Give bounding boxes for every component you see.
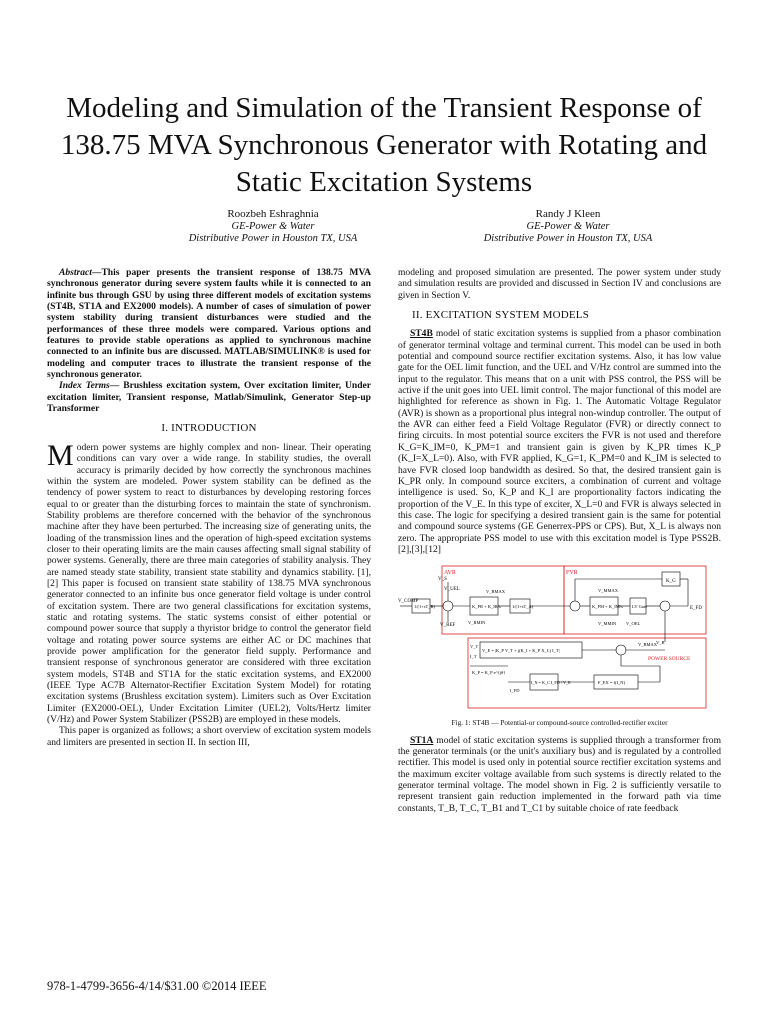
st4b-label: ST4B <box>410 328 433 340</box>
ve-equation: V_E = |K_P V_T + j(K_I + K_P X_L) I_T| <box>482 648 560 654</box>
multiplier-1 <box>660 601 670 611</box>
author-block <box>0 208 768 248</box>
voel-label: V_OEL <box>626 621 641 627</box>
section-heading-excitation: II. EXCITATION SYSTEM MODELS <box>412 309 590 322</box>
author-name: Roozbeh Eshraghnia <box>227 208 319 220</box>
index-terms-label: Index Terms <box>59 380 110 392</box>
vmmin-label: V_MMIN <box>598 621 617 627</box>
drop-cap: M <box>47 438 74 472</box>
it-label: I_T <box>470 654 477 660</box>
abstract <box>47 267 371 380</box>
vcomp-label: V_COMP <box>398 599 419 605</box>
in-equation: I_N = K_C I_FD / V_E <box>531 680 571 686</box>
kg-label: K_G <box>666 579 676 585</box>
vs-label: V_S <box>438 577 447 583</box>
index-terms-text: — Brushless excitation system, Over excitation limiter, Under excitation limiter, Transient response, Matlab/Simulink, Generator Step-up Transformer <box>47 380 372 415</box>
lv-gate-label: LV Gate <box>632 604 648 610</box>
ta-label: 1/(1+sT_A) <box>512 604 534 610</box>
efd-label: E_FD <box>690 606 702 612</box>
author-org: GE-Power & Water <box>231 220 315 232</box>
st4b-block-diagram <box>398 562 721 712</box>
intro-text: odern power systems are highly complex and non- linear. Their operating conditions can vary over a wide range. In stability studies, the overall accuracy is primarily decided by how correctly the synchronous machines within the system are modeled. Power system stability can be defined as the tendency of power system to react to disturbances by developing restoring forces equal to or greater than the disturbing forces to maintain the state of synchronism. Stability problems are therefore concerned with the behavior of the synchronous machine after they have been perturbed. The increasing size of generating units, the loading of the transmission lines and the operation of high-speed excitation systems closer to their operating limits are the main causes affecting small signal stability of power systems. Generally, there are three main categories of stability analysis. They are named steady state stability, transient state stability and dynamics stability. [1], [2] This paper is focused on transient state stability of 138.75 MVA synchronous generator connected to an infinite bus once generator field voltage is under control of excitation system. There are two general classifications for excitation systems, static and rotating systems. The static systems consist of either potential or compound power source that supply a thyristor bridge to control the generator field voltage and rotating power source systems are either AC or DC machines that provide power amplification for the generator field supply. Performance and transient response of synchronous generator are considered with three excitation system models, ST4B and ST1A for the static excitation systems, and EX2000 (IEEE Type AC7B Alternator-Rectifier Excitation System Model) for rotating excitation systems (Brushless excitation system). Limiters such as Over Excitation Limiter (EX2000-OEL), Under Excitation Limiter (UEL2), Volts/Hertz limiter (V/Hz) and Power System Stabilizer (PSS2B) are employed in these models. <box>47 441 371 726</box>
summing-junction-2 <box>570 601 580 611</box>
fex-equation: F_EX = f(I_N) <box>598 680 626 686</box>
figure-1-diagram <box>398 562 721 712</box>
st4b-paragraph <box>398 328 721 555</box>
vb-label: V_B <box>656 640 665 646</box>
section-heading-introduction: I. INTRODUCTION <box>161 422 257 435</box>
ifd-label: I_FD <box>510 688 520 694</box>
intro-paragraph-2: This paper is organized as follows; a short overview of excitation system models and limiters are presented in section II. In section III, <box>47 725 371 748</box>
kp-equation: K_P = K_P e^{jθ} <box>472 670 506 676</box>
st1a-label: ST1A <box>410 734 434 746</box>
copyright-footer: 978-1-4799-3656-4/14/$31.00 ©2014 IEEE <box>47 979 267 993</box>
author-location: Distributive Power in Houston TX, USA <box>483 233 653 244</box>
fvr-label: FVR <box>566 570 578 577</box>
author-1 <box>123 208 423 246</box>
vrmax-label: V_RMAX <box>486 589 506 595</box>
author-org: GE-Power & Water <box>526 220 610 232</box>
avr-label: AVR <box>444 570 456 577</box>
vrmin-label: V_RMIN <box>468 620 486 626</box>
author-name: Randy J Kleen <box>535 208 601 220</box>
vuel-label: V_UEL <box>444 587 460 593</box>
abstract-text: —This paper presents the transient response of 138.75 MVA synchronous generator during severe system faults while it is connected to an infinite bus through GSU by using three different models of excitation systems (ST4B, ST1A and EX2000 models). A number of cases of simulation of power system stability during transient disturbances were studied and the performances of these three models were compared. Various options and features to provide stable operations as applied to synchronous machine connected to an infinite bus are discussed. MATLAB/SIMULINK® is used for modeling and computer traces to illustrate the transient response of the synchronous generator. <box>47 267 371 381</box>
right-column <box>398 267 721 814</box>
vt-label: V_T <box>470 644 479 650</box>
right-intro-text: modeling and proposed simulation are presented. The power system under study and simulation results are provided and discussed in Section IV and conclusions are given in Section V. <box>398 267 721 301</box>
index-terms <box>47 380 371 414</box>
vref-label: V_REF <box>440 623 456 629</box>
figure-1-caption: Fig. 1: ST4B — Potential-or compound-source controlled-rectifier exciter <box>451 718 668 728</box>
avr-frame <box>442 566 564 634</box>
vbmax-label: V_BMAX <box>638 642 658 648</box>
kpr-label: K_PR + K_IR/s <box>472 604 501 610</box>
summing-junction-1 <box>443 601 453 611</box>
author-2 <box>418 208 718 246</box>
intro-paragraph <box>47 438 371 726</box>
st1a-text: model of static excitation systems is supplied through a transformer from the generator terminals (or the unit's auxiliary bus) and is regulated by a controlled rectifier. This model is used only in potential source rectifier excitation systems and the maximum exciter voltage available from such systems is directly related to the generator terminal voltage. The model shown in Fig. 2 is sufficiently versatile to represent transient gain reduction implemented in the forward path via time constants, T_B, T_C, T_B1 and T_C1 by suitable choice of rate feedback <box>398 734 721 814</box>
author-location: Distributive Power in Houston TX, USA <box>188 233 358 244</box>
power-source-label: POWER SOURCE <box>648 656 691 663</box>
paper-title: Modeling and Simulation of the Transient Response of 138.75 MVA Synchronous Generator with Rotating and Static Excitation Systems <box>60 92 708 198</box>
abstract-label: Abstract <box>59 267 92 278</box>
tr-label: 1/(1+sT_R) <box>414 604 436 610</box>
st4b-text: model of static excitation systems is supplied from a phasor combination of generator terminal voltage and terminal current. This model can be used in both potential and compound source rectifier excitation systems. Also, it has low value gate for the OEL limit function, and the UEL and V/Hz control are summed into the input to the regulator. This means that on a unit with PSS control, the PSS will be active if the unit goes into UEL limit control. The major functional of this model are highlighted for reference as shown in Fig. 1. The Automatic Voltage Regulator (AVR) is shown as a proportional plus integral non-windup controller. The output of the AVR can either feed a Field Voltage Regulator (FVR) or directly connect to firing circuits. In most potential source exciters the FVR is not used and therefore K_G=K_IM=0, K_PM=1 and transient gain is given by K_PR times K_P (K_I=X_L=0). Also, with FVR applied, K_G=1, K_PM=0 and K_IM is selected to have FVR closed loop bandwidth as desired. So that, the desired transient gain is K_PR only. In compound source exciters, a combination of current and voltage intelligence is used. So, K_P and K_I are proportionality factors indicating the proportion of the V_E. In this type of exciter, X_L=0 and FVR is always selected in this case. The logic for specifying a desired transient gain is the same for potential and compound source systems (GE Generrex-PPS or CPS). But, X_L is always non zero. The appropriate PSS model to use with this excitation model is Type PSS2B. [2],[3],[12] <box>398 328 721 555</box>
kpm-label: K_PM + K_IM/s <box>592 604 623 610</box>
st1a-paragraph <box>398 735 721 814</box>
vmmax-label: V_MMAX <box>598 588 619 594</box>
left-column <box>47 267 371 748</box>
multiplier-2 <box>616 645 626 655</box>
